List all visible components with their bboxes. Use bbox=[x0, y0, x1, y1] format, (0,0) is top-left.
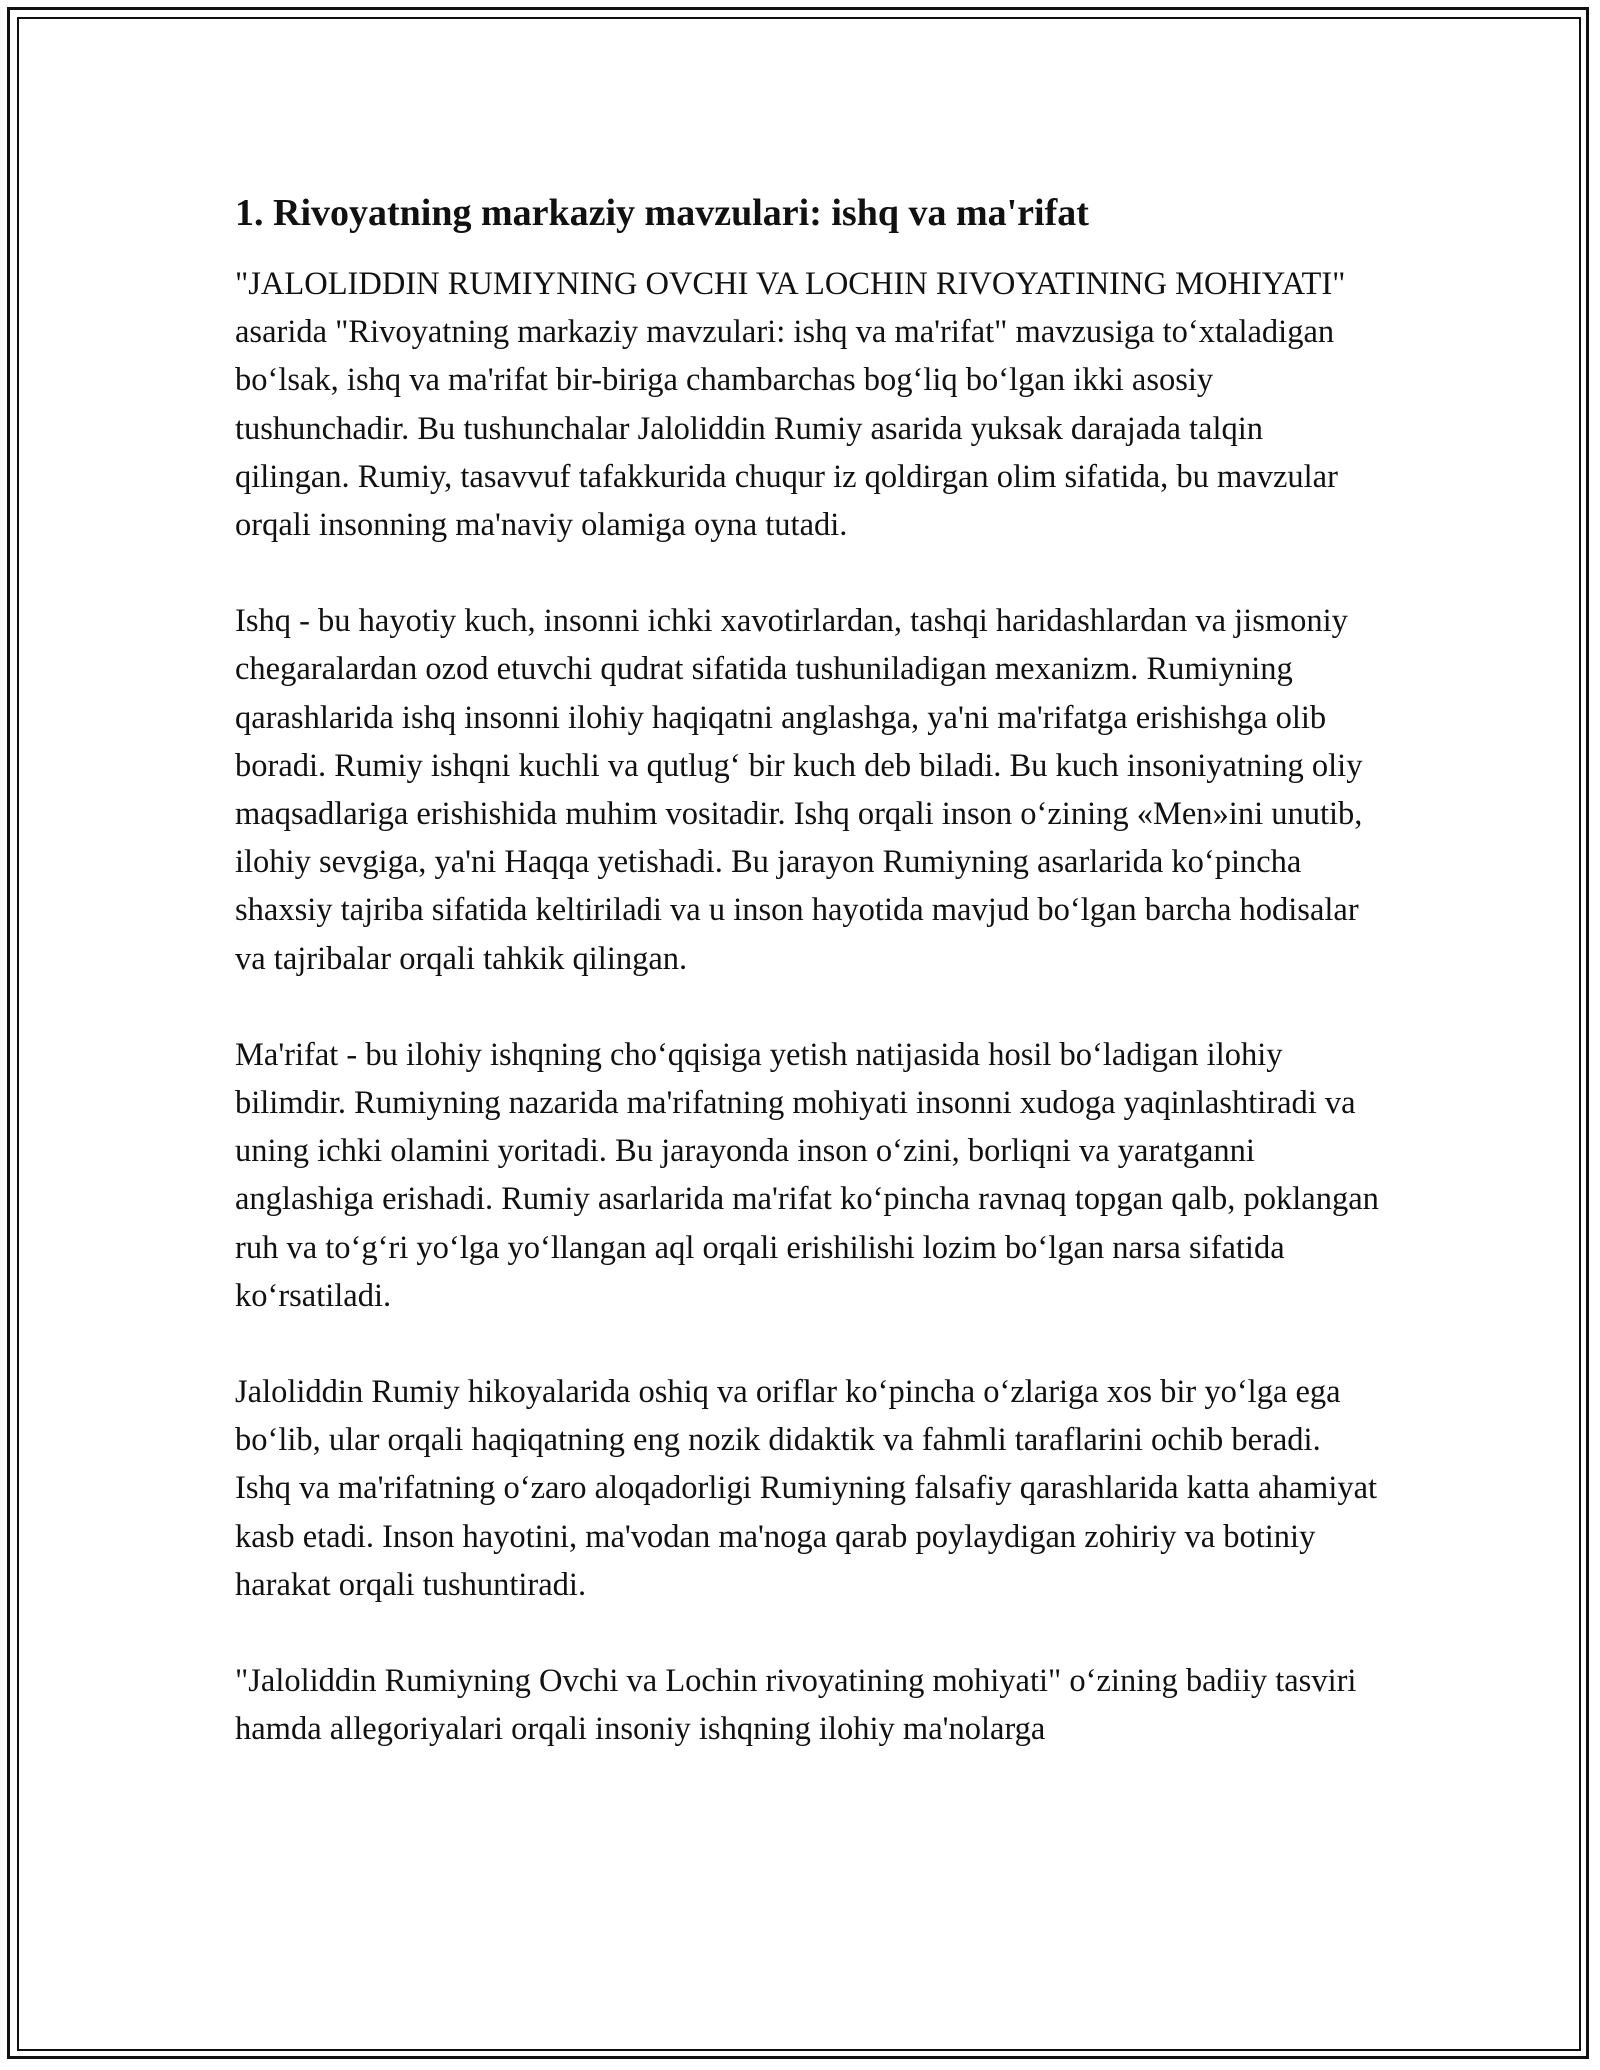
paragraph-ishq: Ishq - bu hayotiy kuch, insonni ichki xavotirlardan, tashqi haridashlardan va jismoniy chegaralardan ozod etuvchi qudrat sifatida tushuniladigan mexanizm. Rumiyning qarashlarida ishq insonni ilohiy haqiqatni anglashga, ya'ni ma'rifatga erishishga olib boradi. Rumiy ishqni kuchli va qutlug‘ bir kuch deb biladi. Bu kuch insoniyatning oliy maqsadlariga erishishida muhim vositadir. Ishq orqali inson o‘zining «Men»ini unutib, ilohiy sevgiga, ya'ni Haqqa yetishadi. Bu jarayon Rumiyning asarlarida ko‘pincha shaxsiy tajriba sifatida keltiriladi va u inson hayotida mavjud bo‘lgan barcha hodisalar va tajribalar orqali tahkik qilingan. bbox=[235, 603, 1363, 977]
paragraph-marifat: Ma'rifat - bu ilohiy ishqning cho‘qqisiga yetish natijasida hosil bo‘ladigan ilohiy bilimdir. Rumiyning nazarida ma'rifatning mohiyati insonni xudoga yaqinlashtiradi va uning ichki olamini yoritadi. Bu jarayonda inson o‘zini, borliqni va yaratganni anglashiga erishadi. Rumiy asarlarida ma'rifat ko‘pincha ravnaq topgan qalb, poklangan ruh va to‘g‘ri yo‘lga yo‘llangan aql orqali erishilishi lozim bo‘lgan narsa sifatida ko‘rsatiladi. bbox=[235, 1036, 1379, 1314]
document-body bbox=[235, 188, 1380, 1801]
paragraph-intro: "JALOLIDDIN RUMIYNING OVCHI VA LOCHIN RIVOYATINING MOHIYATI" asarida "Rivoyatning markaziy mavzulari: ishq va ma'rifat" mavzusiga to‘xtaladigan bo‘lsak, ishq va ma'rifat bir-biriga chambarchas bog‘liq bo‘lgan ikki asosiy tushunchadir. Bu tushunchalar Jaloliddin Rumiy asarida yuksak darajada talqin qilingan. Rumiy, tasavvuf tafakkurida chuqur iz qoldirgan olim sifatida, bu mavzular orqali insonning ma'naviy olamiga oyna tutadi. bbox=[235, 266, 1346, 544]
paragraph-hikoyalar: Jaloliddin Rumiy hikoyalarida oshiq va oriflar ko‘pincha o‘zlariga xos bir yo‘lga ega bo‘lib, ular orqali haqiqatning eng nozik didaktik va fahmli taraflarini ochib beradi. Ishq va ma'rifatning o‘zaro aloqadorligi Rumiyning falsafiy qarashlarida katta ahamiyat kasb etadi. Inson hayotini, ma'vodan ma'noga qarab poylaydigan zohiriy va botiniy harakat orqali tushuntiradi. bbox=[235, 1374, 1378, 1603]
paragraph-closing: "Jaloliddin Rumiyning Ovchi va Lochin rivoyatining mohiyati" o‘zining badiiy tasviri hamda allegoriyalari orqali insoniy ishqning ilohiy ma'nolarga bbox=[235, 1663, 1357, 1748]
section-heading: 1. Rivoyatning markaziy mavzulari: ishq va ma'rifat bbox=[235, 192, 1089, 234]
